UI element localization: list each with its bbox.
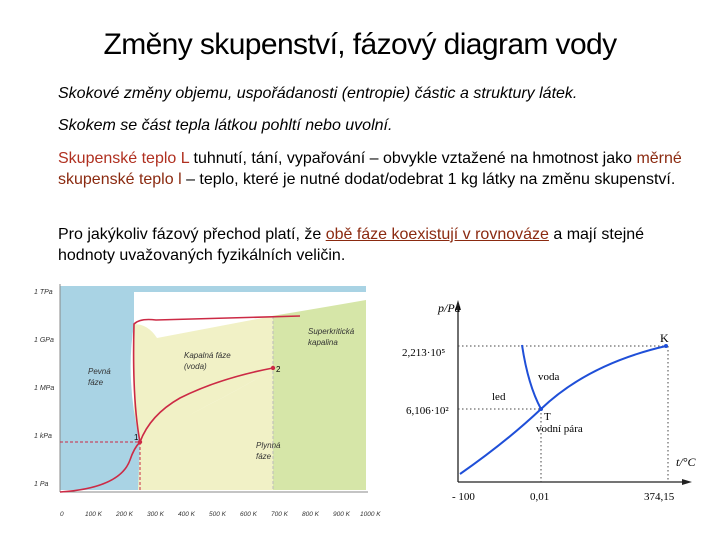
water-label: voda [538, 371, 560, 383]
paragraph-volume-changes: Skokové změny objemu, uspořádanosti (entropie) částic a struktury látek. [58, 85, 578, 102]
liquid-label-line1: Kapalná fáze [184, 351, 231, 360]
x-tick-minus-100: - 100 [452, 491, 475, 503]
liquid-label-line2: (voda) [184, 362, 207, 371]
paragraph-latent-heat-intro: Skokem se část tepla látkou pohltí nebo uvolní. [58, 117, 393, 134]
left-phase-diagram [30, 280, 400, 525]
gas-label-line2: fáze [256, 452, 272, 461]
triple-point-marker [138, 440, 142, 444]
supercritical-label-line1: Superkritická [308, 327, 355, 336]
x-tick-500: 500 K [209, 511, 226, 518]
point-label-1: 1 [134, 433, 139, 442]
right-phase-diagram [398, 290, 698, 510]
equilibrium-text-2: a mají stejné hodnoty uvažovaných fyzikálních veličin. [58, 226, 645, 264]
ice-label: led [492, 391, 506, 403]
y-tick-1kpa: 1 kPa [34, 433, 52, 440]
critical-point-marker [271, 366, 275, 370]
y-tick-1pa: 1 Pa [34, 481, 49, 488]
point-label-2: 2 [276, 365, 281, 374]
slide-title: Změny skupenství, fázový diagram vody [103, 28, 617, 61]
x-tick-700: 700 K [271, 511, 288, 518]
term-latent-heat: Skupenské teplo L [58, 150, 190, 167]
paragraph-latent-heat [58, 148, 698, 190]
x-tick-100: 100 K [85, 511, 102, 518]
x-tick-critical-temp: 374,15 [644, 491, 675, 503]
supercritical-label-line2: kapalina [308, 338, 338, 347]
y-tick-critical-pressure: 2,213·10⁵ [402, 347, 446, 359]
y-tick-1mpa: 1 MPa [34, 385, 55, 392]
x-tick-400: 400 K [178, 511, 195, 518]
x-tick-200: 200 K [116, 511, 133, 518]
coexistence-underlined: obě fáze koexistují v rovnováze [325, 226, 549, 243]
latent-heat-text-1: tuhnutí, tání, vypařování – obvykle vztažené na hmotnost jako [189, 150, 637, 167]
equilibrium-text-1: Pro jakýkoliv fázový přechod platí, že [58, 226, 326, 243]
x-axis-label: t/°C [676, 455, 696, 469]
sublimation-curve [460, 409, 541, 474]
x-tick-900: 900 K [333, 511, 350, 518]
vaporization-curve [541, 346, 666, 409]
solid-label-line1: Pevná [88, 367, 111, 376]
solid-label-line2: fáze [88, 378, 104, 387]
gas-label-line1: Plynná [256, 441, 281, 450]
paragraph-equilibrium [58, 224, 698, 266]
x-tick-0: 0 [60, 511, 64, 518]
x-tick-600: 600 K [240, 511, 257, 518]
x-tick-triple-temp: 0,01 [530, 491, 550, 503]
vapor-label: vodní pára [536, 423, 583, 435]
term-specific-latent-heat: měrné skupenské teplo l [58, 150, 682, 188]
solid-region [60, 292, 140, 490]
triple-point-label: T [544, 411, 551, 423]
y-axis-label: p/Pa [438, 301, 461, 315]
x-tick-800: 800 K [302, 511, 319, 518]
y-tick-1gpa: 1 GPa [34, 337, 54, 344]
y-tick-1tpa: 1 TPa [34, 289, 53, 296]
latent-heat-text-2: – teplo, které je nutné dodat/odebrat 1 kg látky na změnu skupenství. [181, 171, 676, 188]
y-tick-triple-pressure: 6,106·10² [406, 405, 449, 417]
x-tick-300: 300 K [147, 511, 164, 518]
critical-point-label: K [660, 331, 669, 345]
x-tick-1000: 1000 K [360, 511, 381, 518]
triple-point-marker [539, 407, 543, 411]
